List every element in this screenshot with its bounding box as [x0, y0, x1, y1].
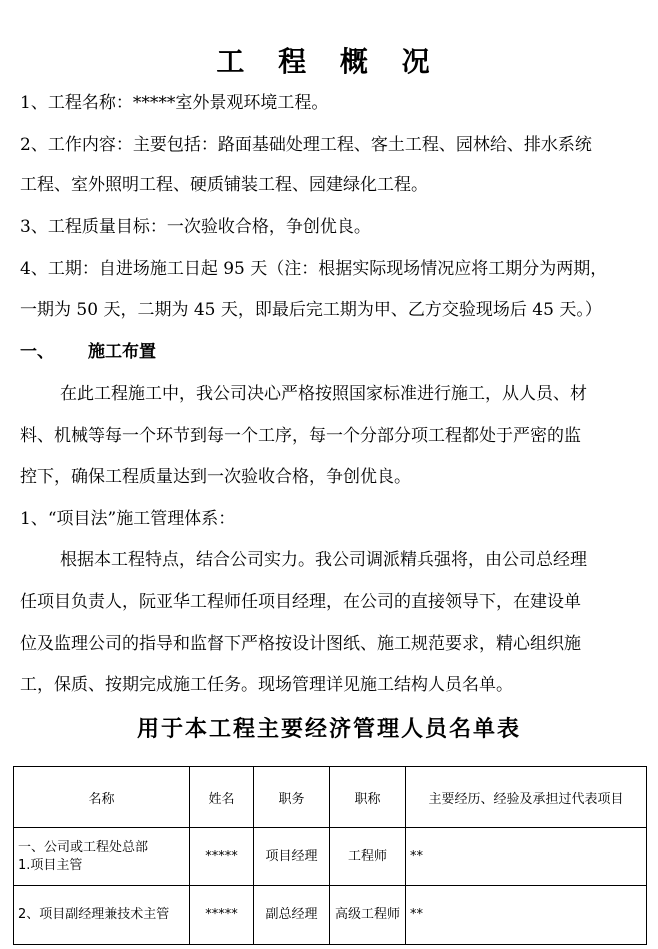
- cell-name-line1: 2、项目副经理兼技术主管: [18, 907, 170, 922]
- header-person: 姓名: [190, 767, 254, 828]
- quality-target-line: 3、工程质量目标：一次验收合格，争创优良。: [20, 217, 371, 237]
- work-content-line-cont: 工程、室外照明工程、硬质铺装工程、园建绿化工程。: [20, 175, 428, 195]
- section-heading: [20, 341, 645, 363]
- section-title: 施工布置: [88, 342, 156, 362]
- subsection-heading: 1、“项目法”施工管理体系：: [20, 509, 236, 529]
- schedule-line: 4、工期：自进场施工日起 95 天（注：根据实际现场情况应将工期分为两期，: [20, 259, 608, 279]
- cell-experience: **: [406, 886, 647, 945]
- cell-person: *****: [190, 886, 254, 945]
- cell-name: [14, 886, 190, 945]
- cell-name-line1: 一、公司或工程处总部: [18, 839, 149, 855]
- paragraph-line: 位及监理公司的指导和监督下严格按设计图纸、施工规范要求，精心组织施: [20, 634, 581, 654]
- paragraph-line: 任项目负责人，阮亚华工程师任项目经理，在公司的直接领导下，在建设单: [20, 592, 581, 612]
- cell-name: [14, 828, 190, 886]
- document-title: 工 程 概 况: [216, 45, 442, 78]
- table-title: 用于本工程主要经济管理人员名单表: [136, 716, 521, 742]
- header-duty: 职务: [254, 767, 330, 828]
- cell-rank: 高级工程师: [330, 886, 406, 945]
- schedule-line-cont: 一期为 50 天，二期为 45 天，即最后完工期为甲、乙方交验现场后 45 天。）: [20, 300, 602, 320]
- paragraph-line: 工，保质、按期完成施工任务。现场管理详见施工结构人员名单。: [20, 675, 513, 695]
- cell-duty: 副总经理: [254, 886, 330, 945]
- section-number: 一、: [20, 342, 54, 362]
- paragraph-line: 根据本工程特点，结合公司实力。我公司调派精兵强将，由公司总经理: [60, 550, 587, 570]
- cell-name-line2: 1.项目主管: [18, 857, 83, 873]
- paragraph-line: 料、机械等每一个环节到每一个工序，每一个分部分项工程都处于严密的监: [20, 426, 581, 446]
- paragraph-line: 控下，确保工程质量达到一次验收合格，争创优良。: [20, 467, 411, 487]
- header-rank: 职称: [330, 767, 406, 828]
- work-content-line: 2、工作内容：主要包括：路面基础处理工程、客土工程、园林给、排水系统: [20, 135, 592, 155]
- header-name: 名称: [14, 767, 190, 828]
- table-header-row: [14, 767, 647, 828]
- cell-rank: 工程师: [330, 828, 406, 886]
- header-experience: 主要经历、经验及承担过代表项目: [406, 767, 647, 828]
- cell-person: *****: [190, 828, 254, 886]
- paragraph-line: 在此工程施工中，我公司决心严格按照国家标准进行施工，从人员、材: [60, 384, 587, 404]
- project-name-line: 1、工程名称：*****室外景观环境工程。: [20, 93, 329, 113]
- cell-duty: 项目经理: [254, 828, 330, 886]
- staff-table: [13, 766, 647, 945]
- table-row: [14, 886, 647, 945]
- table-row: [14, 828, 647, 886]
- cell-experience: **: [406, 828, 647, 886]
